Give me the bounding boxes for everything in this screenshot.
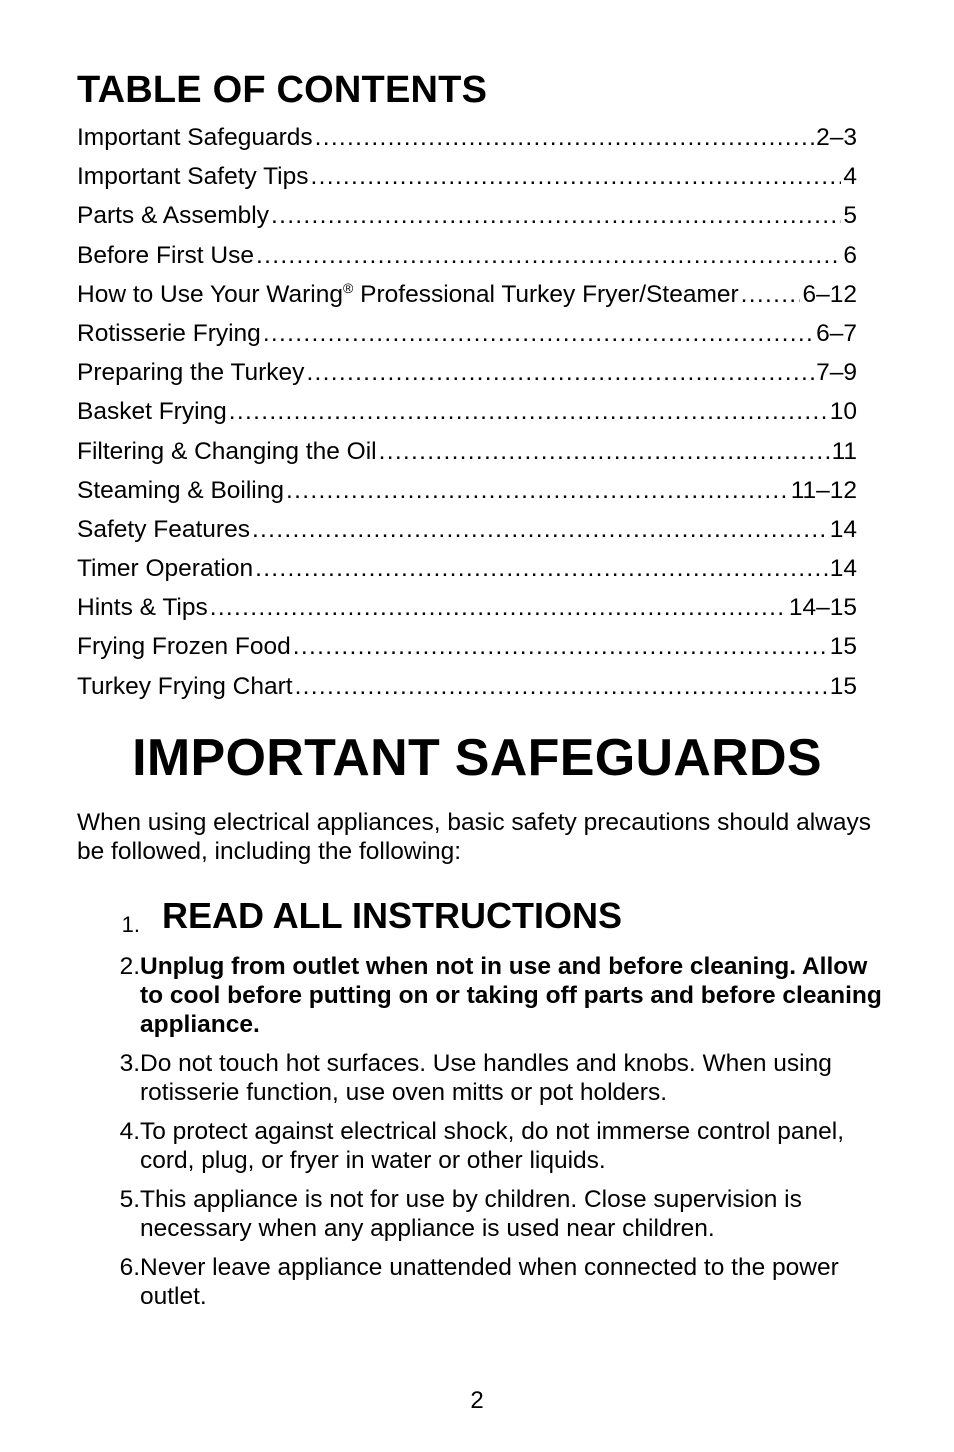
toc-entry-title: Timer Operation xyxy=(77,555,254,583)
toc-entry-title: Preparing the Turkey xyxy=(77,359,305,387)
toc-entry xyxy=(77,118,857,157)
toc-entry-title-part: How to Use Your Waring xyxy=(77,280,343,308)
toc-heading: TABLE OF CONTENTS xyxy=(77,69,488,111)
toc-entry-page: 14 xyxy=(829,555,857,583)
toc-entry-title: Before First Use xyxy=(77,241,254,269)
safeguard-text: Unplug from outlet when not in use and before cleaning. Allow to cool before putting on or taking off parts and before cleaning appliance. xyxy=(140,953,882,1038)
safeguard-number-text: 4. xyxy=(119,1118,140,1145)
safeguard-number xyxy=(77,1049,140,1107)
toc-entry-page: 11 xyxy=(831,437,857,465)
registered-mark: ® xyxy=(343,279,354,296)
toc-entry xyxy=(77,549,857,588)
toc-entry-page: 15 xyxy=(829,672,857,700)
toc-entry-page: 6 xyxy=(843,241,857,269)
toc-entry xyxy=(77,471,857,510)
toc-entry-title: Frying Frozen Food xyxy=(77,633,291,661)
toc-entry-title: Basket Frying xyxy=(77,398,227,426)
toc-entry-page: 7–9 xyxy=(816,359,857,387)
toc-entry xyxy=(77,314,857,353)
toc-entry-page: 6–12 xyxy=(802,280,857,308)
toc-entry xyxy=(77,353,857,392)
toc-entry-page: 14 xyxy=(829,515,857,543)
toc-dot-leader xyxy=(741,275,801,314)
toc-entry xyxy=(77,510,857,549)
toc-entry xyxy=(77,275,857,314)
toc-dot-leader xyxy=(293,627,828,666)
safeguard-number xyxy=(77,1253,140,1311)
safeguard-text: This appliance is not for use by children. Close supervision is necessary when any appliance is used near children. xyxy=(140,1186,802,1242)
safeguard-number xyxy=(77,1117,140,1175)
toc-list xyxy=(77,118,857,706)
safeguard-number-text: 2. xyxy=(119,953,140,980)
toc-entry-title: Hints & Tips xyxy=(77,594,208,622)
toc-entry-title: Important Safety Tips xyxy=(77,163,309,191)
toc-entry xyxy=(77,627,857,666)
toc-dot-leader xyxy=(256,236,841,275)
toc-entry-title: Important Safeguards xyxy=(77,124,313,151)
toc-entry xyxy=(77,236,857,275)
safeguard-item xyxy=(77,890,887,942)
safeguards-heading: IMPORTANT SAFEGUARDS xyxy=(132,729,822,787)
toc-entry xyxy=(77,588,857,627)
toc-entry xyxy=(77,157,857,196)
toc-entry-title: Parts & Assembly xyxy=(77,202,269,230)
toc-dot-leader xyxy=(271,196,841,235)
toc-dot-leader xyxy=(311,157,842,196)
toc-entry-page: 6–7 xyxy=(816,319,857,347)
toc-dot-leader xyxy=(306,353,814,392)
toc-entry xyxy=(77,667,857,706)
safeguard-number-text: 1. xyxy=(121,912,140,937)
safeguard-text: To protect against electrical shock, do not immerse control panel, cord, plug, or fryer in water or other liquids. xyxy=(140,1118,845,1174)
toc-entry-page: 10 xyxy=(829,398,857,426)
safeguards-list xyxy=(77,890,887,1321)
toc-dot-leader xyxy=(210,588,787,627)
toc-entry-page: 15 xyxy=(829,633,857,661)
toc-dot-leader xyxy=(263,314,814,353)
safeguard-number-text: 6. xyxy=(119,1254,140,1281)
toc-dot-leader xyxy=(315,118,815,157)
safeguard-item xyxy=(77,1049,887,1107)
toc-entry-page: 11–12 xyxy=(790,476,857,504)
toc-entry-title: Filtering & Changing the Oil xyxy=(77,437,377,465)
toc-dot-leader xyxy=(379,432,830,471)
page-number: 2 xyxy=(470,1387,484,1414)
toc-entry-title: Turkey Frying Chart xyxy=(77,672,293,700)
safeguard-number xyxy=(77,952,140,1039)
safeguard-number-text: 5. xyxy=(119,1186,140,1213)
toc-dot-leader xyxy=(229,392,828,431)
toc-entry-title: Safety Features xyxy=(77,515,250,543)
toc-entry-page: 2–3 xyxy=(816,124,857,151)
safeguard-text: READ ALL INSTRUCTIONS xyxy=(162,895,623,936)
toc-entry xyxy=(77,392,857,431)
toc-entry-title: Steaming & Boiling xyxy=(77,476,285,504)
toc-entry xyxy=(77,432,857,471)
safeguard-item xyxy=(77,1185,887,1243)
safeguards-intro: When using electrical appliances, basic safety precautions should always be followed, including the following: xyxy=(77,809,871,865)
toc-entry-title: Rotisserie Frying xyxy=(77,319,261,347)
toc-dot-leader xyxy=(286,471,789,510)
toc-entry-title xyxy=(77,275,739,314)
toc-entry xyxy=(77,196,857,235)
safeguard-number-text: 3. xyxy=(119,1050,140,1077)
safeguard-item xyxy=(77,1117,887,1175)
safeguard-item xyxy=(77,952,887,1039)
toc-entry-page: 14–15 xyxy=(788,594,857,622)
safeguard-text: Do not touch hot surfaces. Use handles and knobs. When using rotisserie function, use oven mitts or pot holders. xyxy=(140,1050,832,1106)
safeguard-item xyxy=(77,1253,887,1311)
safeguard-number xyxy=(77,1185,140,1243)
toc-entry-page: 5 xyxy=(843,202,857,230)
toc-entry-page: 4 xyxy=(843,163,857,191)
toc-dot-leader xyxy=(252,510,828,549)
safeguard-number xyxy=(77,890,140,942)
toc-dot-leader xyxy=(255,549,828,588)
toc-entry-title-part: Professional Turkey Fryer/Steamer xyxy=(353,280,739,308)
toc-dot-leader xyxy=(295,667,828,706)
safeguard-text: Never leave appliance unattended when connected to the power outlet. xyxy=(140,1254,839,1310)
